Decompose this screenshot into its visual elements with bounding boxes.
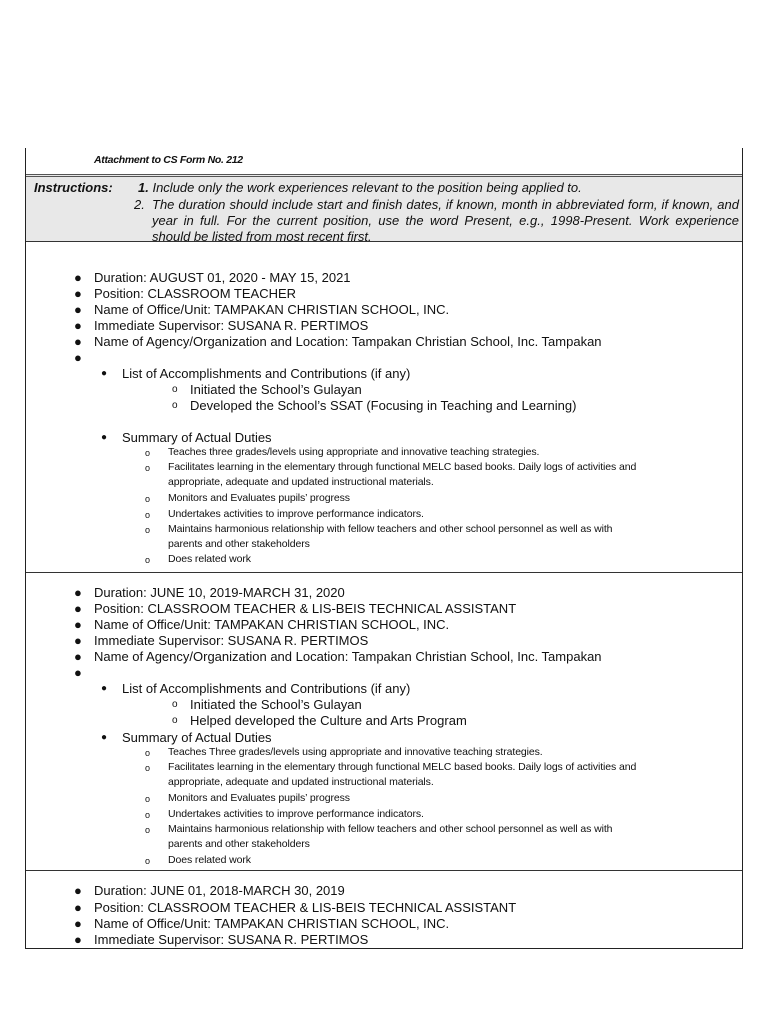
- accomplishment-text: Developed the School’s SSAT (Focusing in Teaching and Learning): [190, 398, 577, 413]
- work-experience-sheet: [25, 148, 743, 949]
- accomplishments-label: List of Accomplishments and Contributions (if any): [122, 681, 411, 696]
- circle-bullet-icon: o: [145, 555, 150, 565]
- bullet-icon: ●: [74, 932, 82, 947]
- duty-text: Monitors and Evaluates pupils’ progress: [168, 492, 350, 504]
- instruction-item-1-number: 1.: [138, 180, 149, 195]
- office-text: Name of Office/Unit: TAMPAKAN CHRISTIAN SCHOOL, INC.: [94, 302, 450, 317]
- duty-text: parents and other stakeholders: [168, 538, 310, 550]
- supervisor-text: Immediate Supervisor: SUSANA R. PERTIMOS: [94, 318, 369, 333]
- circle-bullet-icon: o: [145, 763, 150, 773]
- circle-bullet-icon: o: [145, 448, 150, 458]
- position-text: Position: CLASSROOM TEACHER & LIS-BEIS TECHNICAL ASSISTANT: [94, 601, 517, 616]
- circle-bullet-icon: o: [145, 748, 150, 758]
- experience-entry-3: [26, 871, 742, 949]
- bullet-icon: ●: [74, 350, 82, 365]
- bullet-icon: ●: [74, 286, 82, 301]
- bullet-icon: ●: [74, 302, 82, 317]
- bullet-icon: ●: [74, 633, 82, 648]
- circle-bullet-icon: o: [145, 494, 150, 504]
- circle-bullet-icon: o: [145, 510, 150, 520]
- duties-label: Summary of Actual Duties: [122, 730, 272, 745]
- instruction-item-2-number: 2.: [134, 197, 145, 212]
- duty-text: appropriate, adequate and updated instructional materials.: [168, 776, 434, 788]
- bullet-icon: ●: [74, 318, 82, 333]
- agency-text: Name of Agency/Organization and Location: Tampakan Christian School, Inc. Tampakan: [94, 334, 602, 349]
- bullet-icon: ●: [74, 665, 82, 680]
- duty-text: parents and other stakeholders: [168, 838, 310, 850]
- experience-entry-2: [26, 573, 742, 871]
- duty-text: Does related work: [168, 553, 251, 565]
- bullet-icon: ●: [74, 585, 82, 600]
- bullet-icon: ●: [101, 683, 108, 694]
- duty-text: Undertakes activities to improve performance indicators.: [168, 808, 424, 820]
- duty-text: Does related work: [168, 854, 251, 866]
- duty-text: Teaches Three grades/levels using appropriate and innovative teaching strategies.: [168, 746, 543, 758]
- bullet-icon: ●: [74, 883, 82, 898]
- circle-bullet-icon: o: [145, 463, 150, 473]
- duration-text: Duration: JUNE 10, 2019-MARCH 31, 2020: [94, 585, 345, 600]
- bullet-icon: ●: [74, 649, 82, 664]
- duty-text: Monitors and Evaluates pupils’ progress: [168, 792, 350, 804]
- accomplishment-text: Initiated the School’s Gulayan: [190, 382, 362, 397]
- bullet-icon: ●: [74, 601, 82, 616]
- instruction-item-1-text: Include only the work experiences relevant to the position being applied to.: [152, 180, 582, 195]
- circle-bullet-icon: o: [172, 715, 178, 726]
- duty-text: appropriate, adequate and updated instructional materials.: [168, 476, 434, 488]
- circle-bullet-icon: o: [145, 825, 150, 835]
- duration-text: Duration: JUNE 01, 2018-MARCH 30, 2019: [94, 883, 345, 898]
- circle-bullet-icon: o: [172, 384, 178, 395]
- circle-bullet-icon: o: [172, 400, 178, 411]
- experience-entry-1: [26, 242, 742, 573]
- duty-text: Maintains harmonious relationship with fellow teachers and other school personnel as well as with: [168, 823, 613, 835]
- duty-text: Undertakes activities to improve performance indicators.: [168, 508, 424, 520]
- circle-bullet-icon: o: [145, 856, 150, 866]
- bullet-icon: ●: [74, 270, 82, 285]
- bullet-icon: ●: [101, 432, 108, 443]
- office-text: Name of Office/Unit: TAMPAKAN CHRISTIAN SCHOOL, INC.: [94, 916, 450, 931]
- duty-text: Maintains harmonious relationship with fellow teachers and other school personnel as well as with: [168, 523, 613, 535]
- duty-text: Facilitates learning in the elementary through functional MELC based books. Daily logs of activities and: [168, 761, 637, 773]
- position-text: Position: CLASSROOM TEACHER: [94, 286, 297, 301]
- bullet-icon: ●: [101, 732, 108, 743]
- accomplishment-text: Initiated the School’s Gulayan: [190, 697, 362, 712]
- duty-text: Facilitates learning in the elementary through functional MELC based books. Daily logs of activities and: [168, 461, 637, 473]
- accomplishment-text: Helped developed the Culture and Arts Program: [190, 713, 467, 728]
- instruction-item-2-text: The duration should include start and finish dates, if known, month in abbreviated form, if known, and year in full. For the current position, use the word Present, e.g., 1998-Present. Work experience should be listed from most recent first.: [152, 197, 739, 244]
- circle-bullet-icon: o: [145, 525, 150, 535]
- office-text: Name of Office/Unit: TAMPAKAN CHRISTIAN SCHOOL, INC.: [94, 617, 450, 632]
- circle-bullet-icon: o: [172, 699, 178, 710]
- bullet-icon: ●: [74, 617, 82, 632]
- position-text: Position: CLASSROOM TEACHER & LIS-BEIS TECHNICAL ASSISTANT: [94, 900, 517, 915]
- duties-label: Summary of Actual Duties: [122, 430, 272, 445]
- attachment-title: Attachment to CS Form No. 212: [94, 154, 243, 166]
- instruction-item-2: [134, 197, 739, 245]
- bullet-icon: ●: [74, 916, 82, 931]
- duration-text: Duration: AUGUST 01, 2020 - MAY 15, 2021: [94, 270, 351, 285]
- bullet-icon: ●: [101, 368, 108, 379]
- instructions-box: [26, 174, 742, 242]
- bullet-icon: ●: [74, 900, 82, 915]
- agency-text: Name of Agency/Organization and Location: Tampakan Christian School, Inc. Tampakan: [94, 649, 602, 664]
- bullet-icon: ●: [74, 334, 82, 349]
- duty-text: Teaches three grades/levels using appropriate and innovative teaching strategies.: [168, 446, 540, 458]
- supervisor-text: Immediate Supervisor: SUSANA R. PERTIMOS: [94, 633, 369, 648]
- circle-bullet-icon: o: [145, 794, 150, 804]
- instruction-item-1: [138, 180, 582, 195]
- circle-bullet-icon: o: [145, 810, 150, 820]
- accomplishments-label: List of Accomplishments and Contributions (if any): [122, 366, 411, 381]
- supervisor-text: Immediate Supervisor: SUSANA R. PERTIMOS: [94, 932, 369, 947]
- instructions-label: Instructions:: [34, 180, 113, 195]
